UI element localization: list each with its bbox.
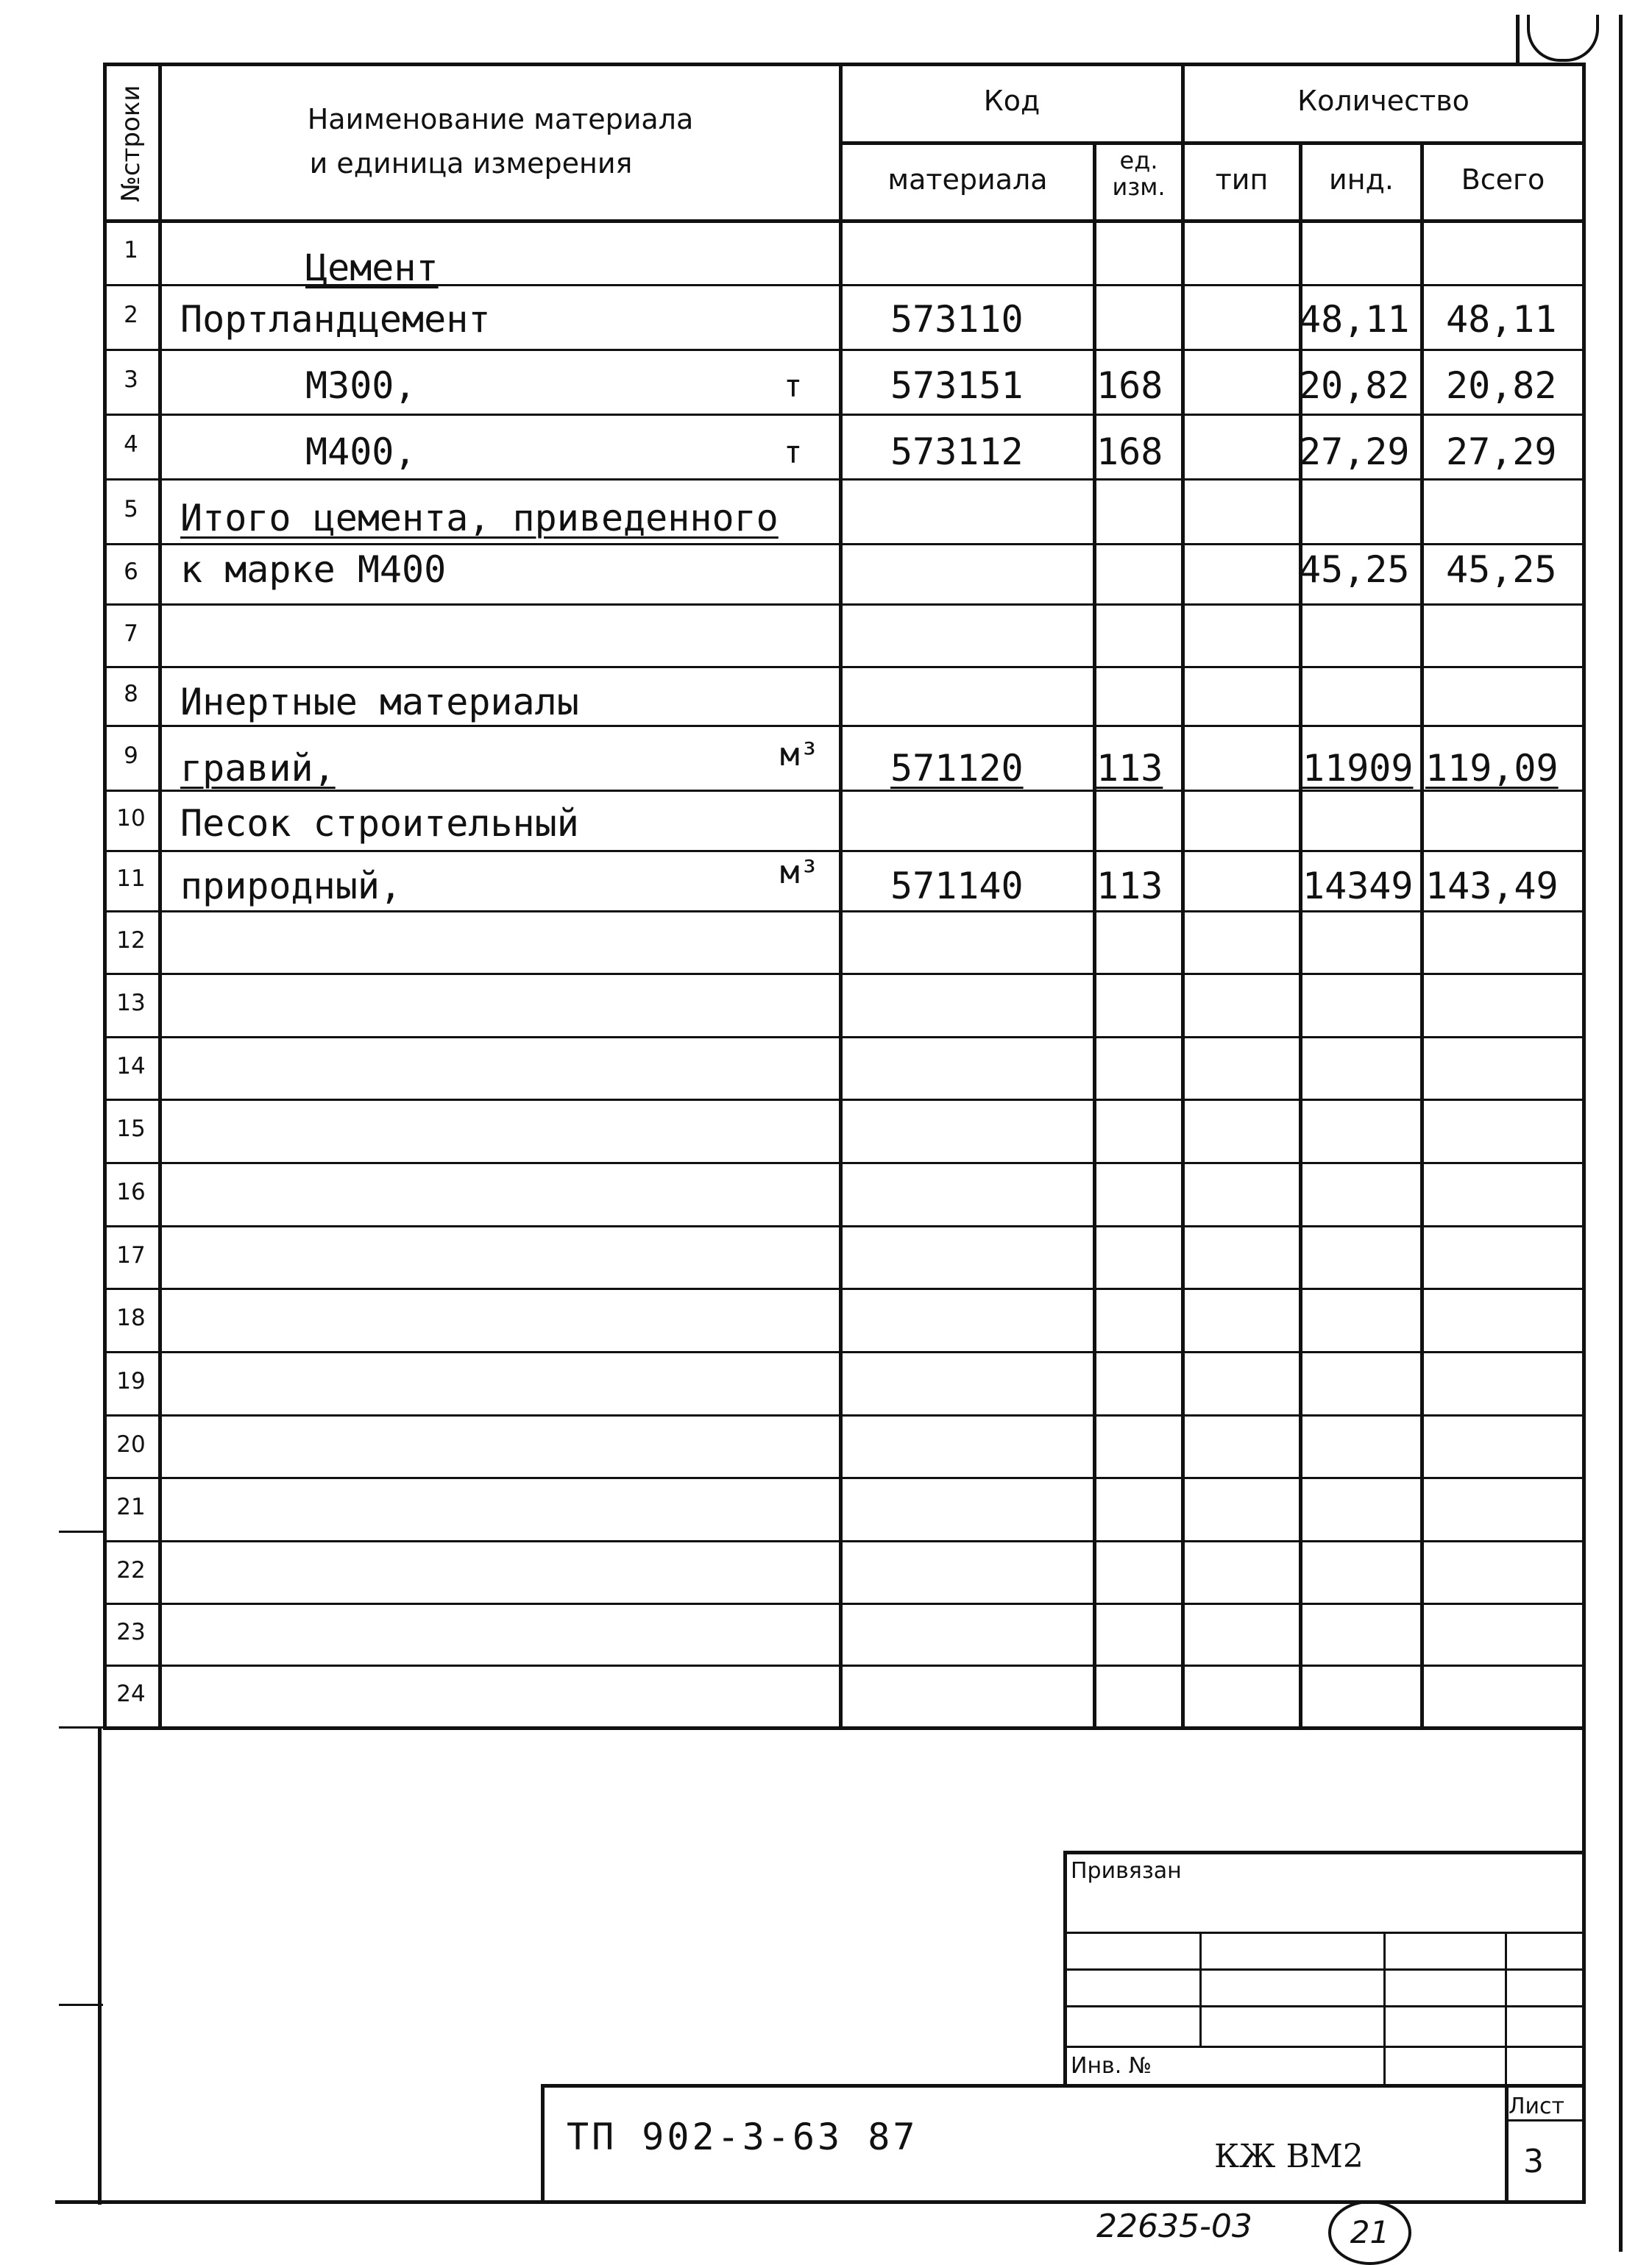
row-divider (103, 414, 1586, 416)
header-code: Код (983, 85, 1041, 117)
row-number: 8 (124, 681, 138, 707)
privyazan-row-3 (1063, 2005, 1586, 2007)
inv-no-label: Инв. № (1071, 2053, 1152, 2079)
row-3-unit: т (784, 368, 803, 404)
row-divider (103, 543, 1586, 545)
col-name-divider (839, 63, 843, 1729)
col-unit-divider (1181, 63, 1185, 1729)
row-2-total: 48,11 (1446, 298, 1557, 341)
row-3-name: М300, (305, 364, 416, 407)
row-number: 14 (116, 1052, 146, 1080)
row-6-ind: 45,25 (1299, 548, 1410, 591)
row-9-ind: 11909 (1302, 747, 1414, 790)
row-6-total: 45,25 (1446, 548, 1557, 591)
row-divider (103, 666, 1586, 668)
row-11-ind: 14349 (1302, 865, 1414, 907)
row-divider (103, 725, 1586, 727)
row-5-name: Итого цемента, приведенного (180, 497, 779, 539)
row-number: 5 (124, 496, 138, 522)
row-divider (103, 1225, 1586, 1227)
privyazan-col-1 (1199, 1932, 1202, 2046)
row-number: 10 (116, 805, 146, 832)
sheet-box-divider (1505, 2119, 1586, 2122)
row-3-unitcode: 168 (1096, 364, 1163, 407)
row-divider (103, 973, 1586, 975)
privyazan-label: Привязан (1071, 1858, 1182, 1884)
header-qty-type: тип (1215, 163, 1269, 196)
header-name-line2: и единица измерения (309, 147, 633, 180)
header-code-unit (1096, 141, 1181, 200)
row-number: 9 (124, 742, 138, 769)
row-divider (103, 1351, 1586, 1353)
row-divider (103, 850, 1586, 852)
row-number: 17 (116, 1241, 146, 1269)
corner-stamp-icon (1527, 15, 1599, 62)
left-tick-1 (59, 1531, 103, 1533)
row-2-ind: 48,11 (1299, 298, 1410, 341)
col-ind-divider (1420, 141, 1424, 1729)
table-left-border (103, 63, 107, 1729)
row-11-name: природный, (180, 865, 403, 907)
header-rownum: №строки (116, 85, 146, 202)
row-number: 15 (116, 1116, 146, 1142)
right-margin-line (1619, 15, 1623, 2252)
privyazan-col-3 (1505, 1932, 1507, 2086)
header-code-unit-l2: изм. (1112, 173, 1166, 201)
row-number: 13 (116, 990, 146, 1016)
sheet-number: 3 (1523, 2143, 1544, 2180)
row-9-code: 571120 (890, 747, 1024, 790)
row-divider (103, 1477, 1586, 1479)
doc-number: ТП 902-3-63 87 (567, 2116, 918, 2158)
row-divider (103, 603, 1586, 606)
row-6-name: к марке М400 (180, 548, 447, 591)
row-1-name: Цемент (305, 247, 439, 289)
header-quantity: Количество (1297, 85, 1470, 117)
header-code-material: материала (887, 163, 1048, 196)
row-4-unitcode: 168 (1096, 430, 1163, 473)
row-number: 20 (116, 1431, 146, 1458)
row-3-total: 20,82 (1446, 364, 1557, 407)
row-4-code: 573112 (890, 430, 1024, 473)
header-qty-ind: инд. (1329, 163, 1394, 196)
doc-code: КЖ ВМ2 (1214, 2138, 1364, 2175)
header-bottom-border (103, 219, 1586, 223)
row-4-name: М400, (305, 430, 416, 473)
header-name: Наименование материала (307, 103, 694, 135)
row-number: 18 (116, 1305, 146, 1331)
sheet-label: Лист (1509, 2094, 1565, 2119)
row-10-name: Песок строительный (180, 802, 579, 845)
row-3-code: 573151 (890, 364, 1024, 407)
privyazan-top-border (1063, 1851, 1586, 1854)
row-11-unitcode: 113 (1096, 865, 1163, 907)
row-divider (103, 478, 1586, 481)
circled-number-stamp (1328, 2200, 1411, 2265)
row-number: 4 (124, 431, 138, 458)
archive-number: 22635-03 (1096, 2208, 1252, 2245)
row-divider (103, 1036, 1586, 1038)
row-divider (103, 349, 1586, 351)
row-number: 12 (116, 926, 146, 954)
row-divider (103, 910, 1586, 912)
row-number: 1 (124, 237, 138, 263)
row-11-unit: м³ (780, 854, 819, 891)
table-top-border (103, 63, 1586, 66)
row-2-name: Портландцемент (180, 298, 491, 341)
table-bottom-border (103, 1726, 1586, 1730)
col-rownum-divider (158, 63, 162, 1729)
row-number: 7 (124, 620, 138, 647)
row-divider (103, 1099, 1586, 1101)
row-4-unit: т (784, 434, 803, 470)
row-number: 24 (116, 1681, 146, 1707)
row-3-ind: 20,82 (1299, 364, 1410, 407)
row-divider (103, 1603, 1586, 1605)
row-divider (103, 1540, 1586, 1542)
circled-number: 21 (1350, 2214, 1390, 2250)
row-divider (103, 790, 1586, 792)
row-divider (103, 1288, 1586, 1290)
title-block-top (541, 2084, 1586, 2088)
row-4-total: 27,29 (1446, 430, 1557, 473)
row-number: 3 (124, 366, 138, 393)
row-11-total: 143,49 (1425, 865, 1559, 907)
row-divider (103, 1414, 1586, 1417)
row-number: 19 (116, 1368, 146, 1394)
row-divider (103, 1665, 1586, 1667)
row-number: 16 (116, 1179, 146, 1205)
row-11-code: 571140 (890, 865, 1024, 907)
row-number: 2 (124, 302, 138, 328)
row-number: 22 (116, 1556, 146, 1584)
row-divider (103, 1162, 1586, 1164)
title-block-left (541, 2084, 545, 2203)
frame-left-border-lower (98, 1726, 102, 2205)
header-qty-total: Всего (1461, 163, 1545, 196)
row-8-name: Инертные материалы (180, 681, 579, 723)
frame-right-border (1582, 63, 1586, 2204)
privyazan-col-2 (1383, 1932, 1386, 2086)
row-number: 23 (116, 1619, 146, 1645)
row-9-unitcode: 113 (1096, 747, 1163, 790)
header-code-unit-l1: ед. (1119, 146, 1158, 174)
privyazan-row-1 (1063, 1932, 1586, 1934)
header-subdivider (839, 141, 1586, 145)
row-number: 11 (116, 865, 146, 892)
privyazan-row-4 (1063, 2046, 1586, 2048)
corner-tick (1516, 15, 1520, 66)
row-9-name: гравий, (180, 747, 336, 790)
row-number: 6 (124, 559, 138, 585)
left-tick-2 (59, 2004, 103, 2006)
row-4-ind: 27,29 (1299, 430, 1410, 473)
row-number: 21 (116, 1494, 146, 1520)
privyazan-row-2 (1063, 1968, 1586, 1971)
row-9-total: 119,09 (1425, 747, 1559, 790)
row-9-unit: м³ (780, 736, 819, 773)
row-2-code: 573110 (890, 298, 1024, 341)
